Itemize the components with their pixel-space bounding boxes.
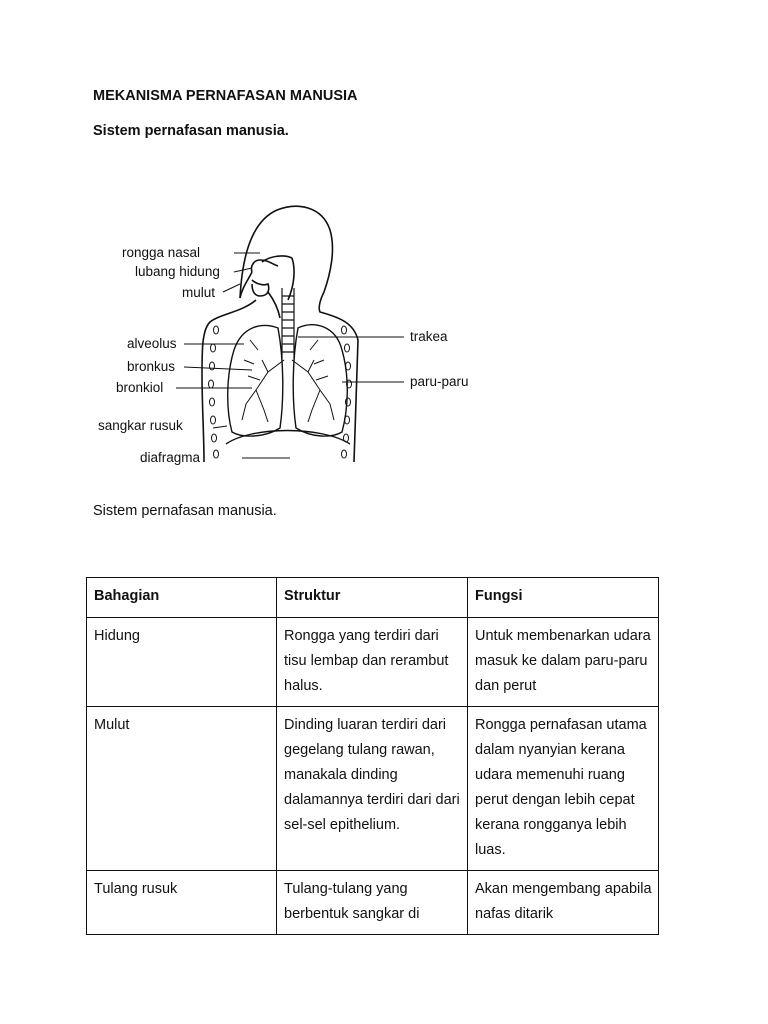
table-header-row xyxy=(87,578,659,618)
header-bahagian: Bahagian xyxy=(87,578,277,618)
label-mulut: mulut xyxy=(182,285,216,300)
cell-bahagian: Hidung xyxy=(87,618,277,707)
label-paru-paru: paru-paru xyxy=(410,374,469,389)
label-diafragma: diafragma xyxy=(140,450,201,465)
table-row xyxy=(87,618,659,707)
document-subtitle: Sistem pernafasan manusia. xyxy=(93,123,289,139)
label-rongga-nasal: rongga nasal xyxy=(122,245,201,260)
label-sangkar-rusuk: sangkar rusuk xyxy=(98,418,183,433)
document-title: MEKANISMA PERNAFASAN MANUSIA xyxy=(93,88,358,104)
cell-fungsi: Akan mengembang apabila nafas ditarik xyxy=(468,871,659,935)
respiratory-system-diagram xyxy=(92,200,492,475)
cell-bahagian: Mulut xyxy=(87,707,277,871)
cell-fungsi: Rongga pernafasan utama dalam nyanyian kerana udara memenuhi ruang perut dengan lebih cepat kerana rongganya lebih luas. xyxy=(468,707,659,871)
leader-lines xyxy=(176,253,404,458)
header-fungsi: Fungsi xyxy=(468,578,659,618)
label-lubang-hidung: lubang hidung xyxy=(135,264,220,279)
label-bronkiol: bronkiol xyxy=(116,380,164,395)
header-struktur: Struktur xyxy=(277,578,468,618)
cell-bahagian: Tulang rusuk xyxy=(87,871,277,935)
cell-struktur: Tulang-tulang yang berbentuk sangkar di xyxy=(277,871,468,935)
figure-caption: Sistem pernafasan manusia. xyxy=(93,503,277,519)
table-row xyxy=(87,871,659,935)
lungs xyxy=(226,325,350,444)
cell-struktur: Dinding luaran terdiri dari gegelang tulang rawan, manakala dinding dalamannya terdiri dari dari sel-sel epithelium. xyxy=(277,707,468,871)
respiratory-parts-table xyxy=(86,577,659,935)
cell-struktur: Rongga yang terdiri dari tisu lembap dan rerambut halus. xyxy=(277,618,468,707)
cell-fungsi: Untuk membenarkan udara masuk ke dalam paru-paru dan perut xyxy=(468,618,659,707)
label-alveolus: alveolus xyxy=(127,336,177,351)
label-trakea: trakea xyxy=(410,329,448,344)
label-bronkus: bronkus xyxy=(127,359,176,374)
table-row xyxy=(87,707,659,871)
